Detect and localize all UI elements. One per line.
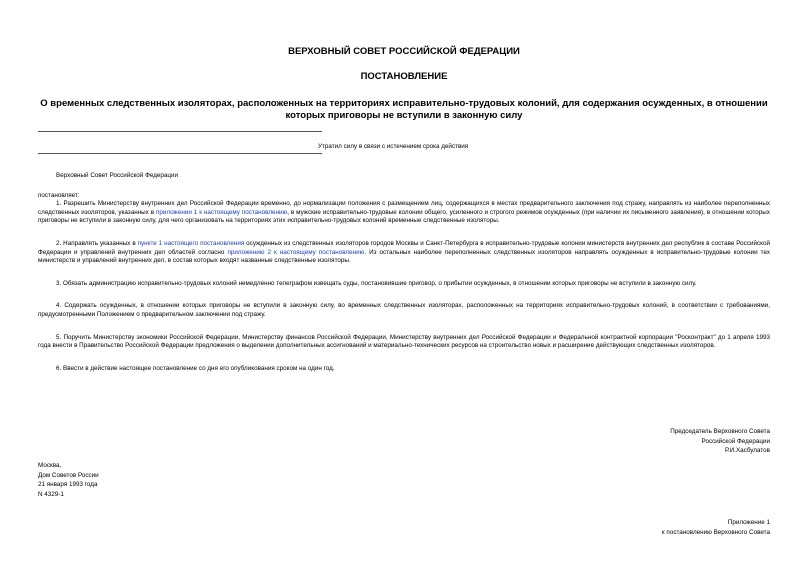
paragraph-6: 6. Ввести в действие настоящее постановление со дня его опубликования сроком на один год. bbox=[56, 364, 335, 372]
doc-type-heading: ПОСТАНОВЛЕНИЕ bbox=[360, 71, 448, 82]
paragraph-3: 3. Обязать администрацию исправительно-трудовых колоний немедленно телеграфом извещать суды, постановившие приговор, о прибытии осужденных, в отношении которых приговоры не вступили в законную силу. bbox=[56, 279, 697, 287]
signature-title: Председатель Верховного Совета bbox=[670, 428, 770, 435]
paragraph-2 bbox=[38, 240, 770, 266]
appendix-2-link[interactable]: приложению 2 к настоящему постановлению bbox=[227, 248, 365, 256]
divider-bottom bbox=[38, 153, 322, 154]
paragraph-1-text-a: 1. Разрешить Министерству внутренних дел Российской Федерации временно, до нормализации положения с размещением лиц, содержащихся в местах предварительного заключения под стражу, направлять из наиболее переполненных следственных изоляторов, указанных в bbox=[38, 200, 770, 216]
document-page bbox=[38, 40, 770, 373]
paragraph-2-text-b: осужденных из следственных изоляторов городов Москвы и Санкт-Петербурга в исправительно-трудовые колонии министерств внутренних дел республик в составе Российской Федерации и управлений внутренних дел областей согласно bbox=[38, 239, 771, 256]
resolves-line: постановляет: bbox=[38, 191, 80, 199]
point-1-link[interactable]: пункте 1 настоящего постановления bbox=[137, 239, 245, 247]
place-date: 21 января 1993 года bbox=[38, 481, 98, 489]
paragraph-1-text-b: , в мужские исправительно-трудовые колонии общего, усиленного и строгого режимов осужденных (при наличии их письменного заявления), в отношении которых приговоры не вступили в законную силу, для чего организовать на территориях этих исправительно-трудовых колоний временные следственные изоляторы. bbox=[38, 208, 770, 225]
signature-name: Р.И.Хасбулатов bbox=[724, 447, 770, 455]
place-date-block bbox=[38, 461, 99, 499]
appendix-label: Приложение 1 bbox=[727, 519, 770, 526]
document-title: О временных следственных изоляторах, расположенных на территориях исправительно-трудовых колоний, для содержания осужденных, в отношении которых приговоры не вступили в законную силу bbox=[40, 98, 768, 121]
paragraph-1 bbox=[38, 200, 770, 226]
paragraph-2-text-c: . Из остальных наиболее переполненных следственных изоляторов направлять осужденных в исправительно-трудовые колонии тех министерств и управлений внутренних дел, в состав которых входят названные следственные изоляторы. bbox=[38, 248, 770, 265]
signature-org: Российской Федерации bbox=[701, 437, 770, 445]
document-number: N 4329-1 bbox=[38, 490, 64, 498]
appendix-ref: к постановлению Верховного Совета bbox=[661, 528, 770, 536]
place-building: Дом Советов России bbox=[38, 471, 99, 479]
paragraph-5: 5. Поручить Министерству экономики Российской Федерации, Министерству финансов Российской Федерации, Министерству внутренних дел Российской Федерации и Федеральной контрактной корпорации "Росконтракт" до 1 апреля 1993 года внести в Правительство Российской Федерации предложения о выделении дополнительных ассигнований и материально-технических ресурсов на строительство новых и расширение действующих следственных изоляторов. bbox=[38, 333, 770, 350]
paragraph-2-text-a: 2. Направлять указанных в bbox=[56, 239, 138, 247]
signature-block bbox=[570, 427, 770, 456]
appendix-heading bbox=[570, 518, 770, 537]
council-line: Верховный Совет Российской Федерации bbox=[56, 172, 179, 179]
paragraph-4: 4. Содержать осужденных, в отношении которых приговоры не вступили в законную силу, во временных следственных изоляторах, расположенных на территориях исправительно-трудовых колоний, в соответствии с требованиями, предусмотренными Положением о предварительном заключении под стражу. bbox=[38, 302, 770, 318]
divider-top bbox=[38, 131, 322, 132]
status-note: Утратил силу в связи с истечением срока действия bbox=[318, 143, 469, 150]
council-heading: ВЕРХОВНЫЙ СОВЕТ РОССИЙСКОЙ ФЕДЕРАЦИИ bbox=[288, 46, 520, 57]
appendix-1-link[interactable]: приложении 1 к настоящему постановлению bbox=[156, 208, 288, 216]
place-city: Москва, bbox=[38, 462, 62, 469]
